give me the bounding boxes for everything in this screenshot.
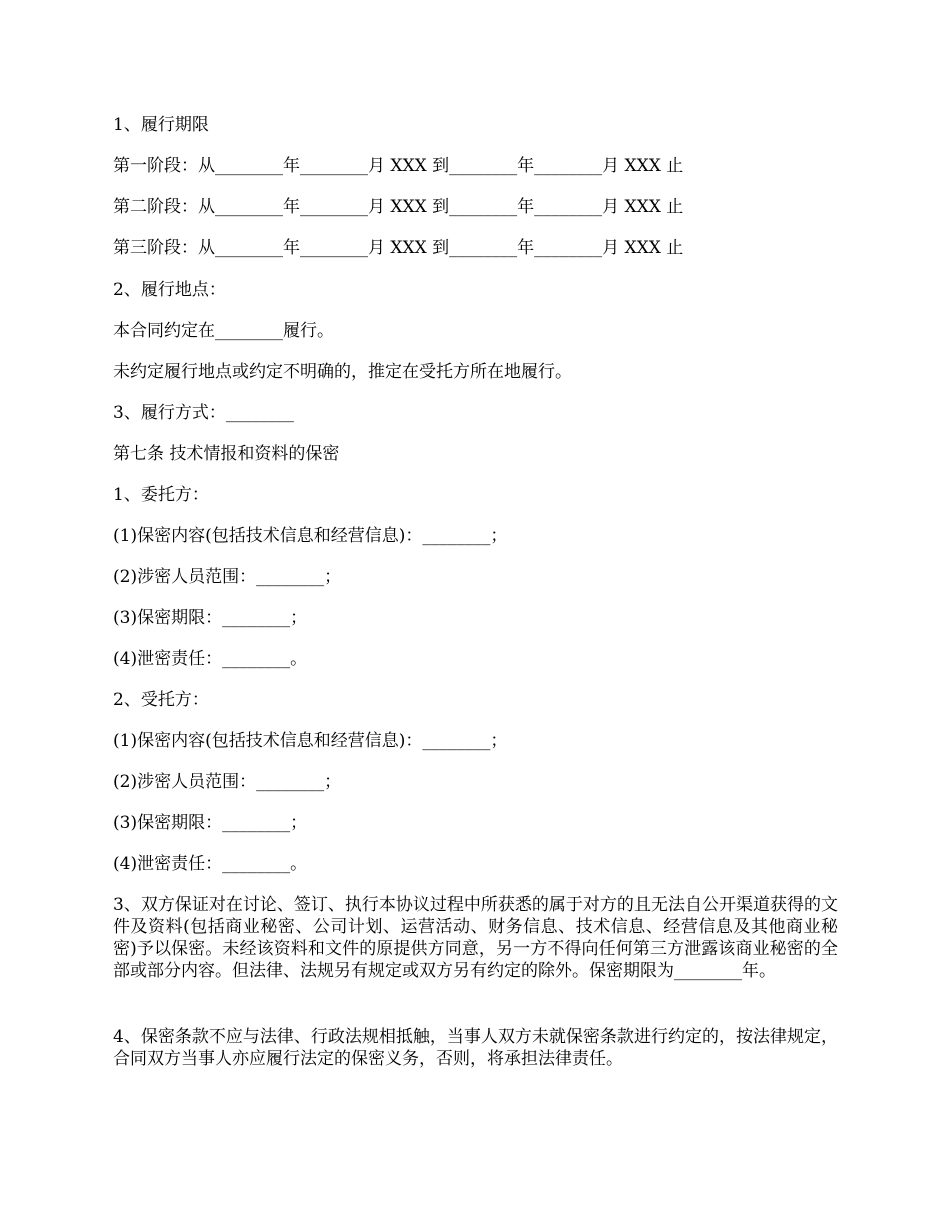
- client-leak-liability: (4)泄密责任：________。: [113, 649, 308, 669]
- client-confidential-period: (3)保密期限：________；: [113, 608, 308, 628]
- article-seven-heading: 第七条 技术情报和资料的保密: [113, 444, 340, 464]
- client-personnel-scope: (2)涉密人员范围：________；: [113, 567, 342, 587]
- client-confidential-content: (1)保密内容(包括技术信息和经营信息)：________；: [113, 526, 508, 546]
- section-heading-performance-method: 3、履行方式：________: [113, 403, 294, 423]
- section-heading-performance-period: 1、履行期限: [113, 115, 209, 135]
- client-heading: 1、委托方：: [113, 485, 209, 505]
- stage-three-line: 第三阶段：从________年________月 XXX 到________年________月 XXX 止: [113, 238, 684, 258]
- section-heading-performance-location: 2、履行地点：: [113, 280, 226, 300]
- confidentiality-legal-paragraph: 4、保密条款不应与法律、行政法规相抵触，当事人双方未就保密条款进行约定的，按法律规定，合同双方当事人亦应履行法定的保密义务，否则，将承担法律责任。: [113, 1027, 838, 1069]
- stage-two-line: 第二阶段：从________年________月 XXX 到________年________月 XXX 止: [113, 197, 684, 217]
- stage-one-line: 第一阶段：从________年________月 XXX 到________年________月 XXX 止: [113, 156, 684, 176]
- confidentiality-guarantee-paragraph: 3、双方保证对在讨论、签订、执行本协议过程中所获悉的属于对方的且无法自公开渠道获得的文件及资料(包括商业秘密、公司计划、运营活动、财务信息、技术信息、经营信息及其他商业秘密)予以保密。未经该资料和文件的原提供方同意，另一方不得向任何第三方泄露该商业秘密的全部或部分内容。但法律、法规另有规定或双方另有约定的除外。保密期限为________年。: [113, 895, 838, 981]
- location-default-line: 未约定履行地点或约定不明确的，推定在受托方所在地履行。: [113, 362, 572, 382]
- trustee-confidential-content: (1)保密内容(包括技术信息和经营信息)：________；: [113, 731, 508, 751]
- location-agreed-line: 本合同约定在________履行。: [113, 321, 334, 341]
- trustee-heading: 2、受托方：: [113, 690, 209, 710]
- trustee-leak-liability: (4)泄密责任：________。: [113, 854, 308, 874]
- trustee-personnel-scope: (2)涉密人员范围：________；: [113, 772, 342, 792]
- trustee-confidential-period: (3)保密期限：________；: [113, 813, 308, 833]
